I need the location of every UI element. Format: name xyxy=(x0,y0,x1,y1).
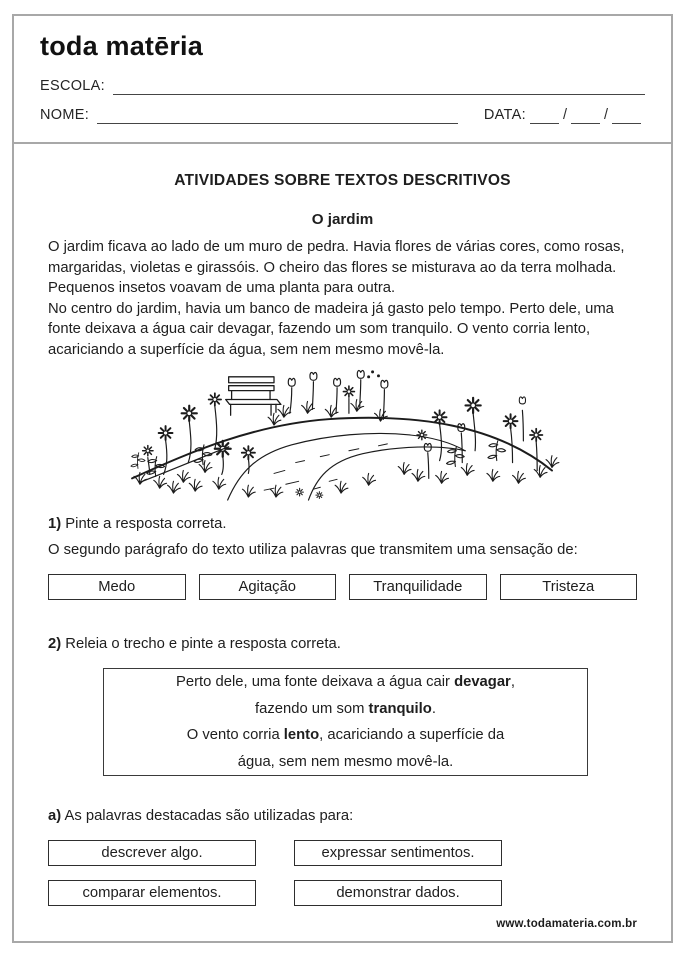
brand-logo: toda matēria xyxy=(40,31,203,61)
school-fill-line[interactable] xyxy=(113,79,645,95)
garden-illustration xyxy=(123,364,563,502)
name-label: NOME: xyxy=(40,107,90,123)
answer-option-q1[interactable]: Tranquilidade xyxy=(349,574,487,600)
answer-option-q2a[interactable]: expressar sentimentos. xyxy=(294,840,502,866)
date-separator: / xyxy=(603,107,608,123)
question2a-letter: a) xyxy=(48,808,62,824)
answer-option-q2a[interactable]: comparar elementos. xyxy=(48,880,256,906)
garden-bench-path-line-art-icon xyxy=(123,364,563,502)
name-date-row xyxy=(40,107,645,124)
date-day-line[interactable] xyxy=(530,108,559,124)
date-label: DATA: xyxy=(483,107,526,123)
question2-instruction: Releia o trecho e pinte a resposta correta. xyxy=(65,636,341,652)
answer-option-q1[interactable]: Agitação xyxy=(199,574,337,600)
date-month-line[interactable] xyxy=(571,108,600,124)
question2-heading xyxy=(48,634,637,655)
page-header xyxy=(14,16,671,142)
question1-instruction: Pinte a resposta correta. xyxy=(65,516,227,532)
answer-option-q2a[interactable]: descrever algo. xyxy=(48,840,256,866)
worksheet-body xyxy=(14,142,671,941)
question2a-prompt: As palavras destacadas são utilizadas para: xyxy=(64,808,354,824)
school-row xyxy=(40,78,645,95)
question1-prompt: O segundo parágrafo do texto utiliza palavras que transmitem uma sensação de: xyxy=(48,542,578,558)
footer-website: www.todamateria.com.br xyxy=(496,918,637,930)
reading-text-title: O jardim xyxy=(311,211,374,228)
worksheet-page xyxy=(12,14,673,943)
question1-number: 1) xyxy=(48,516,62,532)
paragraph: O jardim ficava ao lado de um muro de pedra. Havia flores de várias cores, como rosas, margaridas, violetas e girassóis. O cheiro das flores se misturava ao da terra molhada. Pequenos insetos voavam de uma planta para outra. xyxy=(48,239,625,296)
question1-heading xyxy=(48,514,637,535)
quote-text: Perto dele, uma fonte deixava a água cair devagar, fazendo um som tranquilo. O vento corria lento, acariciando a superfície da água, sem nem mesmo movê-la. xyxy=(176,674,515,770)
date-year-line[interactable] xyxy=(612,108,641,124)
reading-text xyxy=(48,237,637,360)
q1-options xyxy=(48,574,637,600)
question2-number: 2) xyxy=(48,636,62,652)
quote-box xyxy=(103,668,588,776)
answer-option-q1[interactable]: Tristeza xyxy=(500,574,638,600)
question2a-heading xyxy=(48,806,637,827)
paragraph: No centro do jardim, havia um banco de madeira já gasto pelo tempo. Perto dele, uma fonte deixava a água cair devagar, fazendo um som tranquilo. O vento corria lento, acariciando a superfície da água, sem nem mesmo movê-la. xyxy=(48,300,614,358)
name-fill-line[interactable] xyxy=(97,108,458,124)
school-label: ESCOLA: xyxy=(40,78,105,94)
answer-option-q2a[interactable]: demonstrar dados. xyxy=(294,880,502,906)
date-group xyxy=(484,107,645,124)
q2a-options xyxy=(48,840,637,906)
worksheet-title: ATIVIDADES SOBRE TEXTOS DESCRITIVOS xyxy=(174,172,511,189)
date-separator: / xyxy=(562,107,567,123)
answer-option-q1[interactable]: Medo xyxy=(48,574,186,600)
